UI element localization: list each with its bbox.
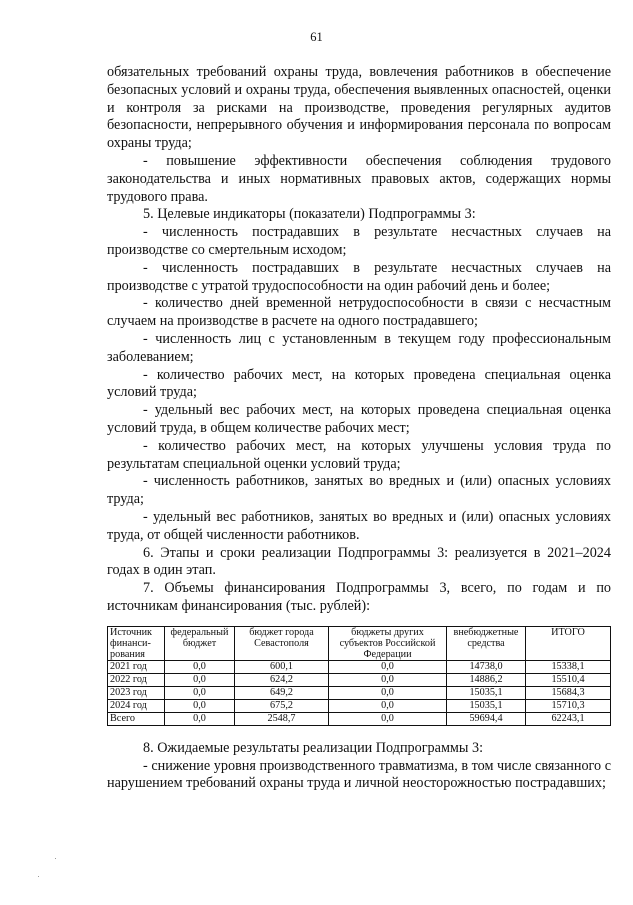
table-cell: Всего — [108, 712, 165, 725]
header-extra-budget: внебюджетные средства — [447, 626, 526, 660]
table-row-total — [108, 712, 611, 725]
table-row — [108, 699, 611, 712]
table-cell: 0,0 — [165, 686, 235, 699]
table-cell: 0,0 — [165, 699, 235, 712]
table-cell: 0,0 — [329, 699, 447, 712]
table-cell: 675,2 — [235, 699, 329, 712]
section-heading: 5. Целевые индикаторы (показатели) Подпрограммы 3: — [143, 206, 476, 223]
table-cell: 15710,3 — [526, 699, 611, 712]
table-cell: 0,0 — [329, 686, 447, 699]
table-cell: 600,1 — [235, 660, 329, 673]
header-source: Источник финанси-рования — [108, 626, 165, 660]
table-cell: 2022 год — [108, 673, 165, 686]
paragraph: обязательных требований охраны труда, вовлечения работников в обеспечение безопасных условий и охраны труда, обеспечения выявленных опасностей, оценки и контроля за рисками на производстве, проведения регулярных аудитов безопасности, непрерывного обучения и информирования персонала по вопросам охраны труда; — [107, 64, 611, 152]
table-cell: 14738,0 — [447, 660, 526, 673]
table-cell: 0,0 — [165, 660, 235, 673]
table-cell: 2023 год — [108, 686, 165, 699]
page-number: 61 — [310, 30, 323, 44]
list-item: - количество рабочих мест, на которых улучшены условия труда по результатам специальной оценки условий труда; — [107, 437, 611, 472]
header-city-budget: бюджет города Севастополя — [235, 626, 329, 660]
spacer — [107, 726, 611, 740]
table-cell: 624,2 — [235, 673, 329, 686]
list-item: - удельный вес работников, занятых во вредных и (или) опасных условиях труда, от общей численности работников. — [107, 508, 611, 543]
section-heading: 7. Объемы финансирования Подпрограммы 3, всего, по годам и по источникам финансирования (тыс. рублей): — [107, 580, 611, 614]
table-cell: 15684,3 — [526, 686, 611, 699]
table-cell: 15035,1 — [447, 686, 526, 699]
section-heading: 8. Ожидаемые результаты реализации Подпрограммы 3: — [143, 739, 484, 756]
header-total: ИТОГО — [526, 626, 611, 660]
scan-speck — [55, 858, 56, 859]
list-item: - снижение уровня производственного травматизма, в том числе связанного с нарушением требований охраны труда и личной неосторожностью пострадавших; — [107, 757, 611, 792]
table-cell: 2021 год — [108, 660, 165, 673]
table-cell: 2024 год — [108, 699, 165, 712]
header-federal: федеральный бюджет — [165, 626, 235, 660]
table-cell: 0,0 — [165, 673, 235, 686]
table-row — [108, 660, 611, 673]
table-cell: 0,0 — [329, 660, 447, 673]
table-cell: 649,2 — [235, 686, 329, 699]
table-cell: 15510,4 — [526, 673, 611, 686]
financing-table — [107, 626, 611, 726]
section-heading: 6. Этапы и сроки реализации Подпрограммы 3: реализуется в 2021–2024 годах в один этап. — [107, 544, 611, 579]
list-item: - численность работников, занятых во вредных и (или) опасных условиях труда; — [107, 473, 611, 508]
table-cell: 2548,7 — [235, 712, 329, 725]
table-row — [108, 673, 611, 686]
table-cell: 0,0 — [329, 712, 447, 725]
table-cell: 62243,1 — [526, 712, 611, 725]
scan-speck — [38, 876, 39, 877]
list-item: - количество дней временной нетрудоспособности в связи с несчастным случаем на производстве в расчете на одного пострадавшего; — [107, 295, 611, 330]
table-cell: 15035,1 — [447, 699, 526, 712]
table-row — [108, 686, 611, 699]
list-item: - количество рабочих мест, на которых проведена специальная оценка условий труда; — [107, 366, 611, 401]
list-item: - удельный вес рабочих мест, на которых проведена специальная оценка условий труда, в общем количестве рабочих мест; — [107, 402, 611, 436]
table-header-row — [108, 626, 611, 660]
list-item: - численность пострадавших в результате несчастных случаев на производстве со смертельным исходом; — [107, 224, 611, 258]
table-cell: 0,0 — [165, 712, 235, 725]
table-cell: 15338,1 — [526, 660, 611, 673]
header-other-subjects: бюджеты других субъектов Российской Федерации — [329, 626, 447, 660]
paragraph: - повышение эффективности обеспечения соблюдения трудового законодательства и иных нормативных правовых актов, содержащих нормы трудового права. — [107, 152, 611, 205]
list-item: - численность пострадавших в результате несчастных случаев на производстве с утратой трудоспособности на один рабочий день и более; — [107, 259, 611, 294]
table-cell: 59694,4 — [447, 712, 526, 725]
table-cell: 0,0 — [329, 673, 447, 686]
table-cell: 14886,2 — [447, 673, 526, 686]
document-body — [107, 64, 611, 793]
list-item: - численность лиц с установленным в текущем году профессиональным заболеванием; — [107, 330, 611, 365]
